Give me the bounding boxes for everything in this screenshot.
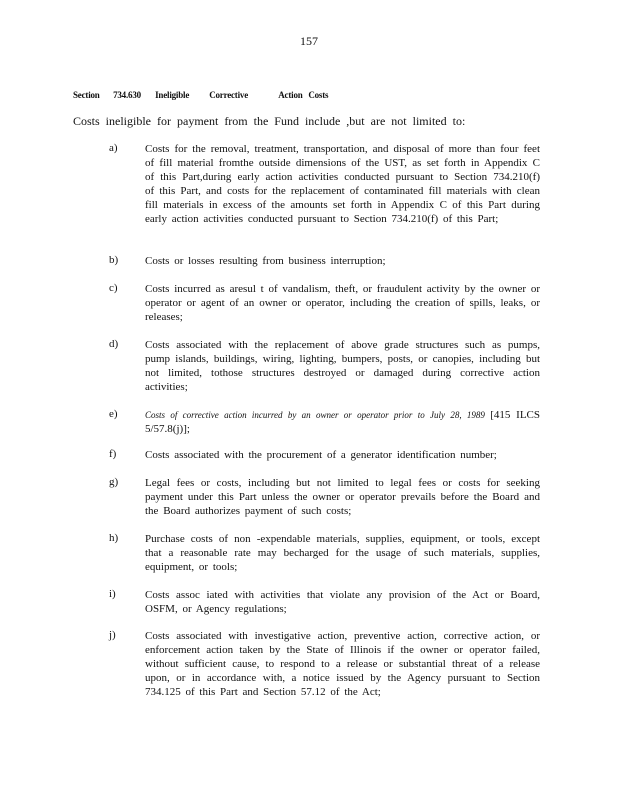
heading-word-2: Corrective [209,90,248,100]
section-label: Section [73,90,100,100]
item-letter: d) [109,338,119,350]
item-text: Costs or losses resulting from business interruption; [145,255,386,267]
item-text [145,408,540,436]
section-number: 734.630 [113,90,141,100]
item-letter: c) [109,282,118,294]
heading-word-3: Action [278,90,303,100]
statute-citation: [415 ILCS 5/57.8(j)]; [145,409,540,435]
item-text: Legal fees or costs, including but not limited to legal fees or costs for seeking payment under this Part unless the owner or operator prevails before the Board and the Board authorizes payment of such costs; [145,477,540,517]
item-text: Purchase costs of non -expendable materials, supplies, equipment, or tools, except that a reasonable rate may becharged for the usage of such materials, supplies, equipment, or tools; [145,533,540,573]
intro-paragraph: Costs ineligible for payment from the Fund include ,but are not limited to: [73,114,466,128]
item-text: Costs associated with investigative action, preventive action, corrective action, or enforcement action taken by the State of Illinois if the owner or operator failed, without sufficient cause, to respond to a release or substantial threat of a release upon, or in accordance with, a notice issued by the Agency pursuant to Section 734.125 of this Part and Section 57.12 of the Act; [145,630,540,698]
heading-word-1: Ineligible [155,90,190,100]
item-letter: i) [109,588,116,600]
item-letter: e) [109,408,118,420]
item-letter: h) [109,532,119,544]
item-text: Costs associated with the procurement of a generator identification number; [145,449,497,461]
item-text: Costs assoc iated with activities that violate any provision of the Act or Board, OSFM, or Agency regulations; [145,589,540,615]
item-letter: f) [109,448,117,460]
item-letter: j) [109,629,116,641]
item-letter: a) [109,142,118,154]
item-text-italic: Costs of corrective action incurred by an owner or operator prior to July 28, 1989 [145,410,485,420]
section-heading [73,90,328,100]
item-letter: b) [109,254,119,266]
item-text: Costs for the removal, treatment, transportation, and disposal of more than four feet of fill material fromthe outside dimensions of the UST, as set forth in Appendix C of this Part,during early action activities conducted pursuant to Section 734.210(f) of this Part, and costs for the replacement of contaminated fill materials with clean fill materials in excess of the amounts set forth in Appendix C of this Part during early action activities conducted pursuant to Section 734.210(f) of this Part; [145,143,540,225]
item-text: Costs associated with the replacement of above grade structures such as pumps, pump islands, buildings, wiring, lighting, bumpers, posts, or canopies, including but not limited, tothose structures destroyed or damaged during corrective action activities; [145,339,540,393]
heading-word-4: Costs [308,90,329,100]
item-text: Costs incurred as aresul t of vandalism, theft, or fraudulent activity by the owner or operator or agent of an owner or operator, including the creation of spills, leaks, or releases; [145,283,540,323]
item-letter: g) [109,476,119,488]
page-number: 157 [300,34,318,48]
